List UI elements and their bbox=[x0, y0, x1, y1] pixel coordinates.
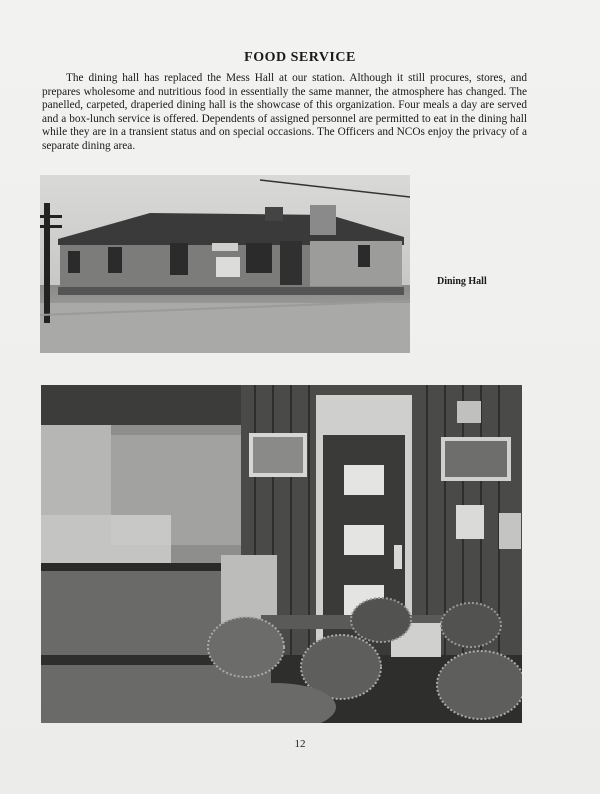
body-paragraph: The dining hall has replaced the Mess Hall at our station. Although it still procures, stores, and prepares wholesome and nutritious food in essentially the same manner, the atmosphere has changed. The panelled, carpeted, draperied dining hall is the showcase of this organization. Four meals a day are served and a box-lunch service is offered. Dependents of assigned personnel are permitted to eat in the dining hall while they are in a transient status and on special occasions. The Officers and NCOs enjoy the privacy of a separate dining area. bbox=[42, 72, 527, 152]
dining-hall-exterior-photo bbox=[40, 175, 410, 353]
page-title: FOOD SERVICE bbox=[244, 50, 356, 65]
dining-hall-interior-photo bbox=[41, 385, 522, 723]
photo-caption: Dining Hall bbox=[437, 276, 487, 287]
page-number: 12 bbox=[294, 738, 306, 750]
